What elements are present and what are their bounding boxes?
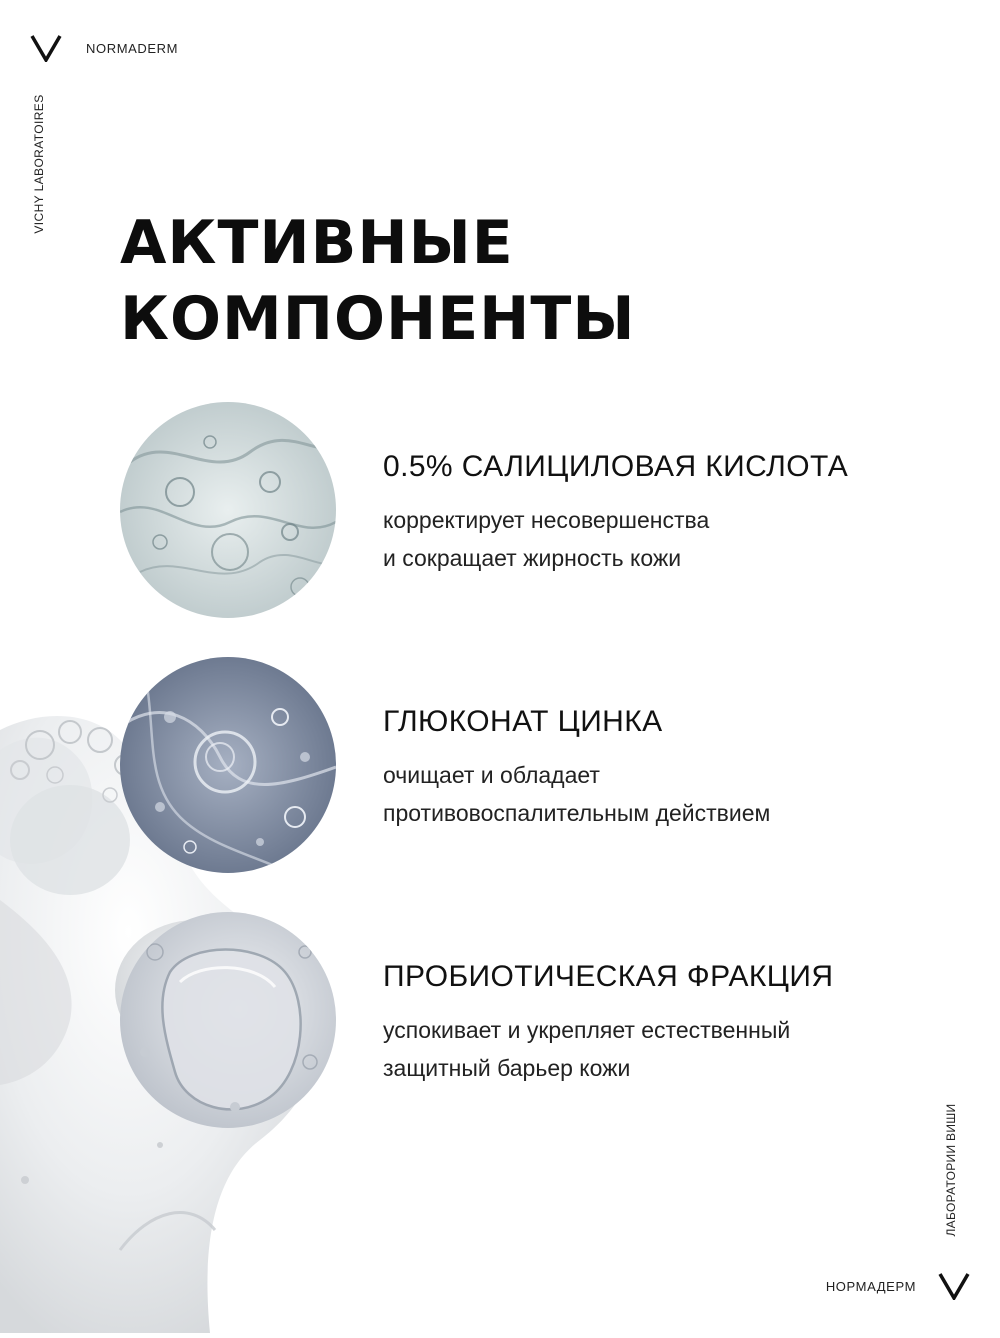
page-title xyxy=(120,205,636,357)
ingredient-name: ПРОБИОТИЧЕСКАЯ ФРАКЦИЯ xyxy=(383,960,834,993)
ingredient-description-line: успокивает и укрепляет естественный xyxy=(383,1017,791,1043)
salicylic-acid-image xyxy=(120,402,336,618)
ingredient-description-line: противовоспалительным действием xyxy=(383,800,771,826)
zinc-gluconate-image xyxy=(120,657,336,873)
ingredient-name: 0.5% САЛИЦИЛОВАЯ КИСЛОТА xyxy=(383,450,849,483)
page-title-line-1: АКТИВНЫЕ xyxy=(120,208,514,278)
vertical-brand-left xyxy=(28,84,50,244)
brand-footer xyxy=(826,1272,970,1300)
ingredient-description-line: очищает и обладает xyxy=(383,762,600,788)
ingredient-description xyxy=(383,756,973,832)
vichy-v-logo-icon xyxy=(30,34,62,62)
probiotic-fraction-image xyxy=(120,912,336,1128)
ingredient-description-line: и сокращает жирность кожи xyxy=(383,545,682,571)
product-name-bottom: НОРМАДЕРМ xyxy=(825,1278,916,1294)
ingredient-name: ГЛЮКОНАТ ЦИНКА xyxy=(383,705,663,738)
vertical-brand-right-label: ЛАБОРАТОРИИ ВИШИ xyxy=(944,1103,958,1237)
ingredient-description-line: корректирует несовершенства xyxy=(383,507,710,533)
page-title-line-2: КОМПОНЕНТЫ xyxy=(120,284,636,354)
vertical-brand-right xyxy=(940,1085,962,1255)
brand-header xyxy=(30,34,178,62)
ingredient-description xyxy=(383,1011,973,1087)
ingredient-salicylic-acid xyxy=(383,447,973,577)
vichy-v-logo-icon xyxy=(938,1272,970,1300)
ingredient-probiotic-fraction xyxy=(383,957,973,1087)
ingredient-description xyxy=(383,501,973,577)
ingredient-description-line: защитный барьер кожи xyxy=(383,1055,631,1081)
vertical-brand-left-label: VICHY LABORATOIRES xyxy=(32,94,46,234)
product-name-top: NORMADERM xyxy=(86,40,179,56)
ingredient-zinc-gluconate xyxy=(383,702,973,832)
